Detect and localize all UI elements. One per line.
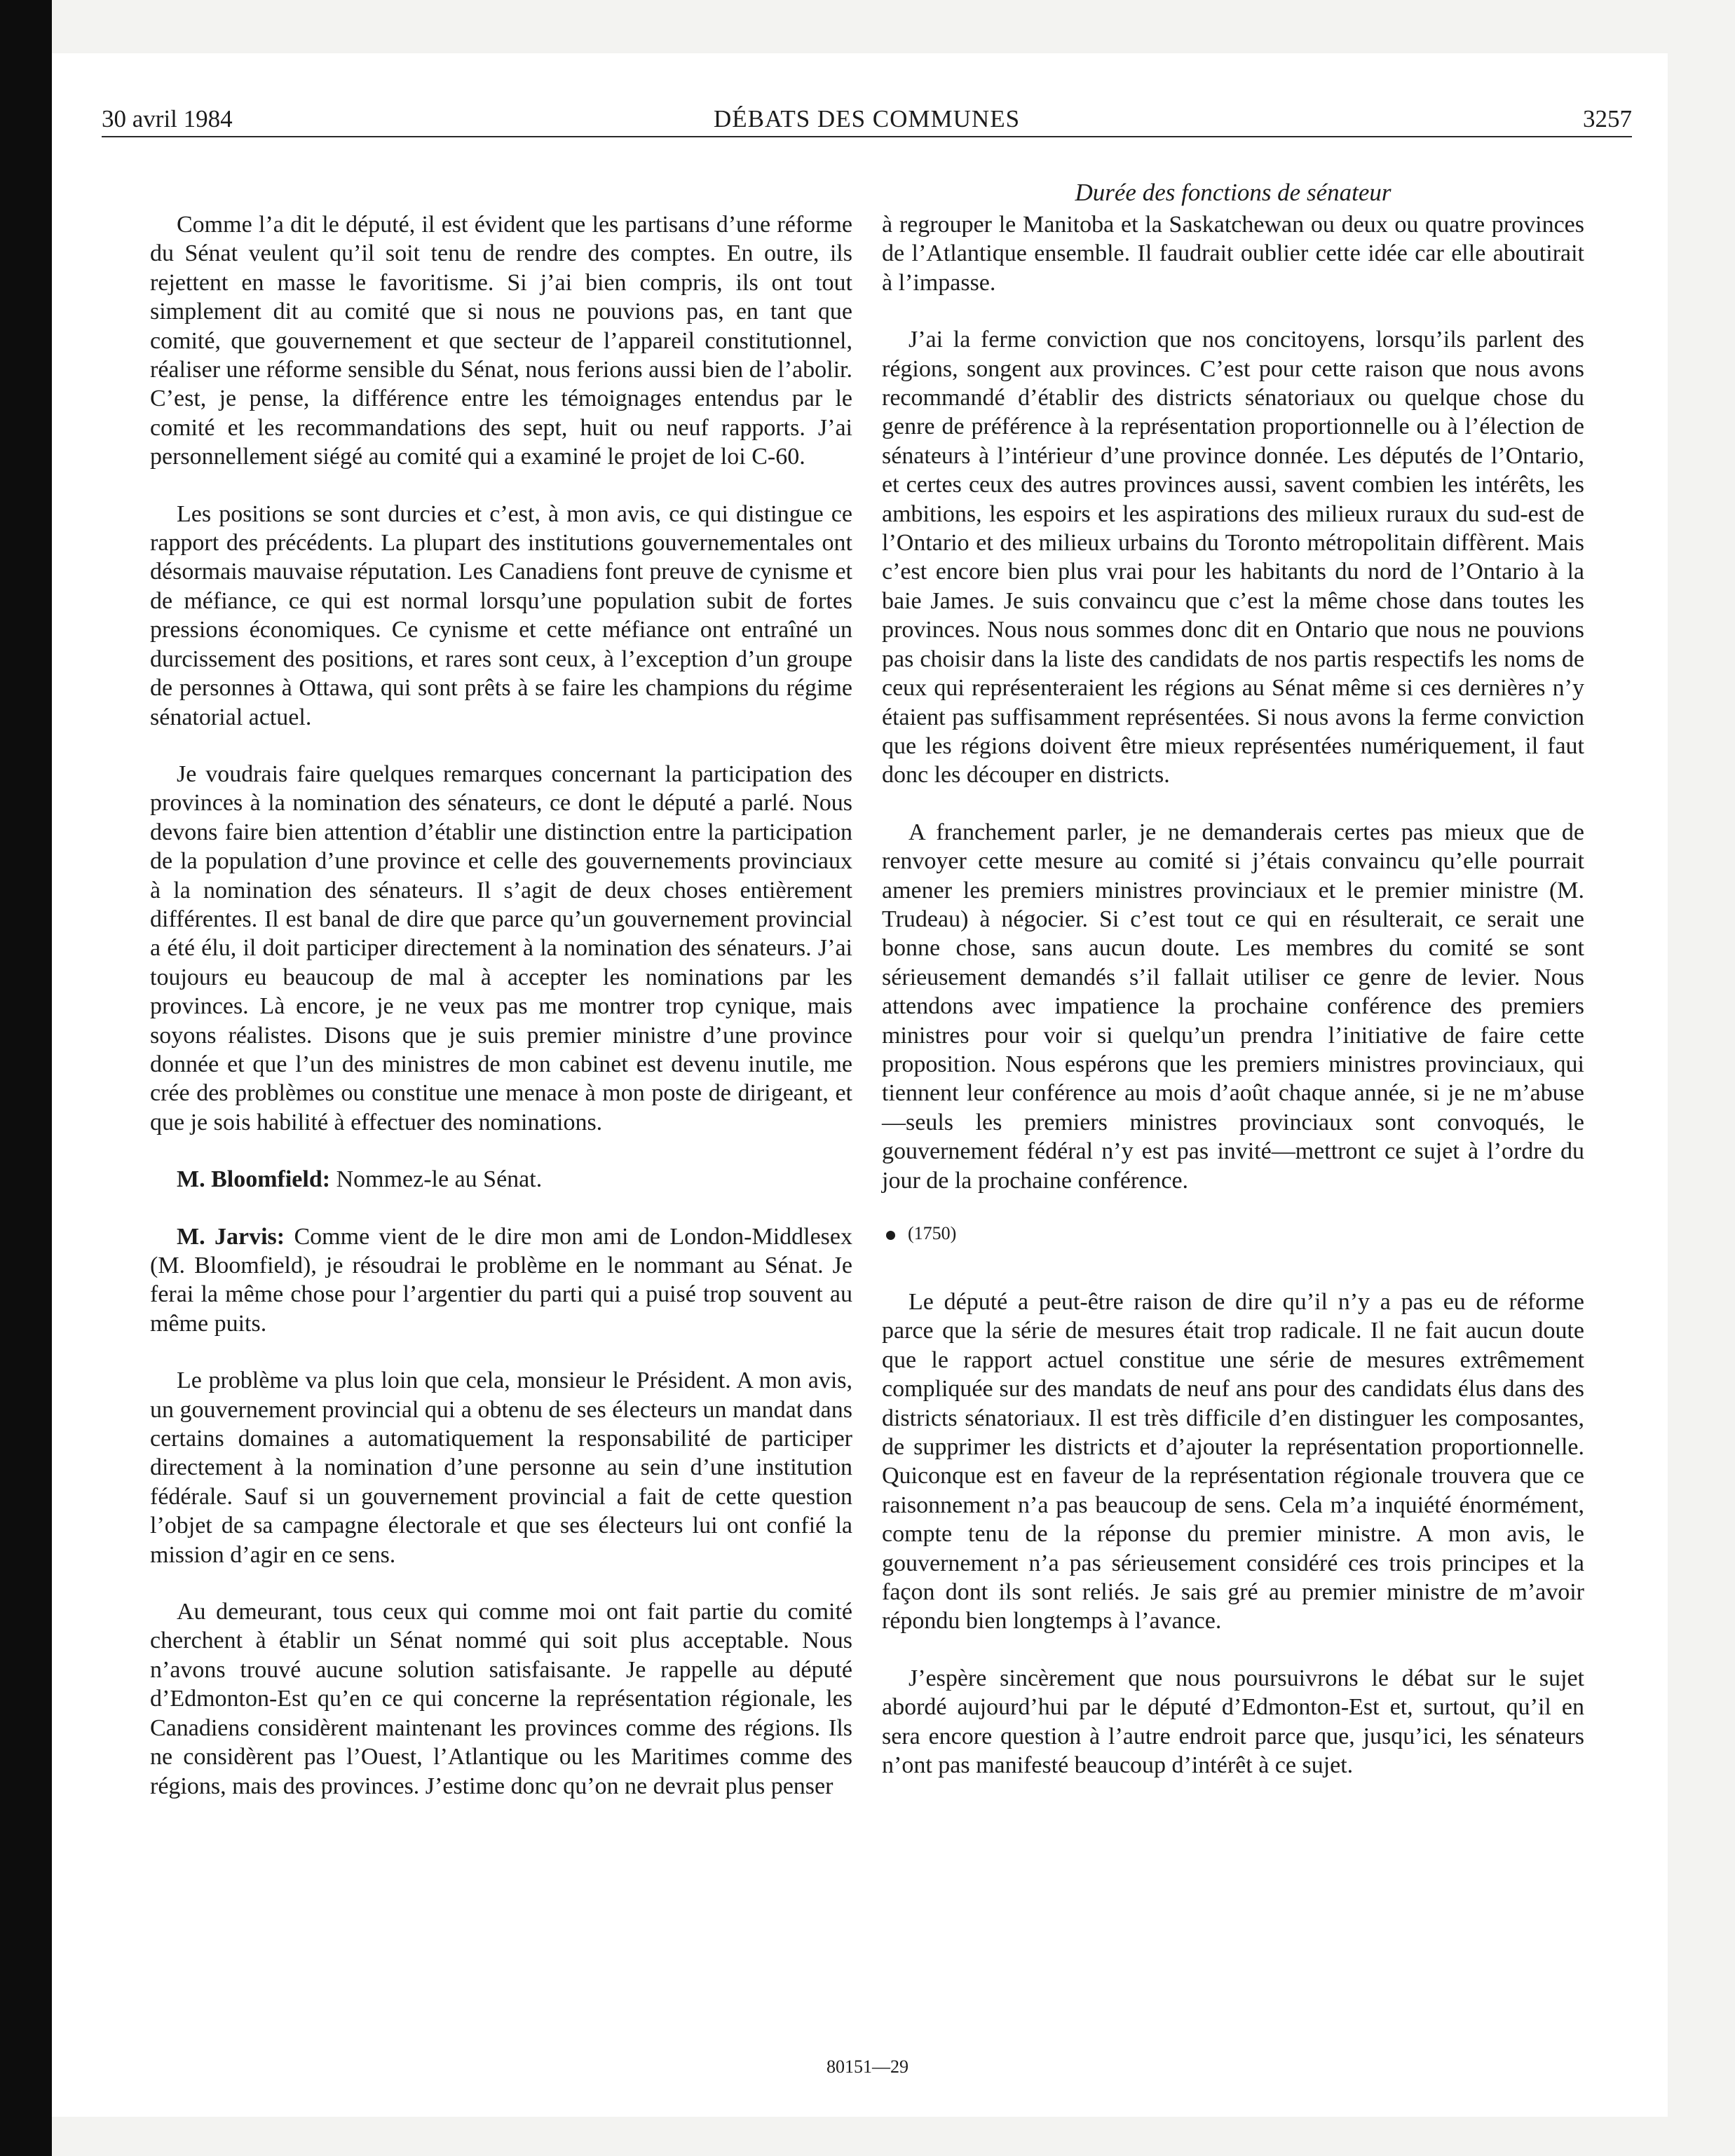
bullet-icon: [886, 1231, 895, 1240]
speech-text: Comme vient de le dire mon ami de London-Middlesex (M. Bloomfield), je résoudrai le problème en le nommant au Sénat. Je ferai la même chose pour l’argentier du parti qui a puisé trop souvent au même puits.: [150, 1223, 853, 1337]
scan-margin-bottom: [52, 2117, 1735, 2156]
time-marker-label: (1750): [908, 1223, 957, 1243]
speech-jarvis: [150, 1222, 852, 1339]
speaker-name: M. Jarvis:: [177, 1223, 285, 1250]
paragraph: A franchement parler, je ne demanderais certes pas mieux que de renvoyer cette mesure au comité si j’étais convaincu qu’elle pourrait amener les premiers ministres provinciaux et le premier ministre (M. Trudeau) à négocier. Si c’est tout ce qui en résulterait, ce serait une bonne chose, sans aucun doute. Les membres du comité se sont sérieusement demandés s’il fallait utiliser ce genre de levier. Nous attendons avec impatience la prochaine conférence des premiers ministres pour voir si quelqu’un prendra l’initiative de faire cette proposition. Nous espérons que les premiers ministres provinciaux, qui tiennent leur conférence au mois d’août chaque année, si je ne m’abuse—seuls les premiers ministres provinciaux sont convoqués, le gouvernement fédéral n’y est pas invité—mettront ce sujet à l’ordre du jour de la prochaine conférence.: [882, 819, 1584, 1194]
scan-margin-right: [1668, 0, 1735, 2156]
header-date: 30 avril 1984: [102, 105, 233, 132]
time-marker: [882, 1223, 1584, 1244]
speech-text: Nommez-le au Sénat.: [330, 1166, 543, 1193]
paragraph: Au demeurant, tous ceux qui comme moi ont fait partie du comité cherchent à établir un Sénat nommé qui soit plus acceptable. Nous n’avons trouvé aucune solution satisfaisante. Je rappelle au député d’Edmonton-Est qu’en ce qui concerne la représentation régionale, les Canadiens considèrent maintenant les provinces comme des régions. Ils ne considèrent pas l’Ouest, l’Atlantique ou les Maritimes comme des régions, mais des provinces. J’estime donc qu’on ne devrait plus penser: [150, 1599, 852, 1799]
paragraph: Le député a peut-être raison de dire qu’il n’y a pas eu de réforme parce que la série de mesures était trop radicale. Il ne fait aucun doute que le rapport actuel constitue une série de mesures extrêmement compliquée sur des mandats de neuf ans pour des candidats élus dans des districts sénatoriaux. Il est très difficile d’en distinguer les composantes, de supprimer les districts et d’ajouter la représentation proportionnelle. Quiconque est en faveur de la représentation régionale trouvera que ce raisonnement n’a pas beaucoup de sens. Cela m’a inquiété énormément, compte tenu de la réponse du premier ministre. A mon avis, le gouvernement n’a pas sérieusement considéré ces trois principes et la façon dont ils sont reliés. Je sais gré au premier ministre de m’avoir répondu bien longtemps à l’avance.: [882, 1289, 1584, 1635]
running-head: [102, 104, 1632, 135]
header-rule: [102, 136, 1632, 137]
paragraph: Je voudrais faire quelques remarques concernant la participation des provinces à la nomination des sénateurs, ce dont le député a parlé. Nous devons faire bien attention d’établir une distinction entre la participation de la population d’une province et celle des gouvernements provinciaux à la nomination des sénateurs. Il s’agit de deux choses entièrement différentes. Il est banal de dire que parce qu’un gouvernement provincial a été élu, il doit participer directement à la nomination des sénateurs. J’ai toujours eu beaucoup de mal à accepter les nominations par les provinces. Là encore, je ne veux pas me montrer trop cynique, mais soyons réalistes. Disons que je suis premier ministre d’une province donnée et que l’un des ministres de mon cabinet est devenu inutile, me crée des problèmes ou constitue une menace à mon poste de dirigeant, et que je sois habilité à effectuer des nominations.: [150, 760, 852, 1135]
section-heading: Durée des fonctions de sénateur: [1075, 179, 1392, 206]
header-title: DÉBATS DES COMMUNES: [713, 105, 1021, 132]
paragraph: J’espère sincèrement que nous poursuivrons le débat sur le sujet abordé aujourd’hui par le député d’Edmonton-Est et, surtout, qu’il en sera encore question à l’autre endroit parce que, jusqu’ici, les sénateurs n’ont pas manifesté beaucoup d’intérêt à ce sujet.: [882, 1665, 1584, 1779]
scan-edge-left: [0, 0, 52, 2156]
paragraph: Comme l’a dit le député, il est évident que les partisans d’une réforme du Sénat veulent qu’il soit tenu de rendre des comptes. En outre, ils rejettent en masse le favoritisme. Si j’ai bien compris, ils ont tout simplement dit au comité que si nous ne pouvions pas, en tant que comité, que gouvernement et que secteur de l’appareil constitutionnel, réaliser une réforme sensible du Sénat, nous ferions aussi bien de l’abolir. C’est, je pense, la différence entre les témoignages entendus par le comité et les recommandations des sept, huit ou neuf rapports. J’ai personnellement siégé au comité qui a examiné le projet de loi C-60.: [150, 212, 852, 470]
paragraph: J’ai la ferme conviction que nos concitoyens, lorsqu’ils parlent des régions, songent aux provinces. C’est pour cette raison que nous avons recommandé d’établir des districts sénatoriaux ou quelque chose du genre de préférence à la représentation proportionnelle ou à l’élection de sénateurs à l’intérieur d’une province donnée. Les députés de l’Ontario, et certes ceux des autres provinces aussi, savent combien les intérêts, les ambitions, les espoirs et les aspirations des milieux ruraux du sud-est de l’Ontario et des milieux urbains du Toronto métropolitain diffèrent. Mais c’est encore bien plus vrai pour les habitants du nord de l’Ontario à la baie James. Je suis convaincu que c’est la même chose dans toutes les provinces. Nous nous sommes donc dit en Ontario que nous ne pouvions pas choisir dans la liste des candidats de nos partis respectifs les noms de ceux qui représenteraient les régions au Sénat même si ces dernières n’y étaient pas suffisamment représentées. Si nous avons la ferme conviction que les régions doivent être mieux représentées numériquement, il faut donc les découper en districts.: [882, 327, 1584, 789]
speaker-name: M. Bloomfield:: [177, 1166, 331, 1193]
header-page-number: 3257: [1583, 105, 1632, 132]
scan-margin-top: [52, 0, 1735, 53]
paragraph: Le problème va plus loin que cela, monsieur le Président. A mon avis, un gouvernement provincial qui a obtenu de ses électeurs un mandat dans certains domaines a automatiquement la responsabilité de participer directement à la nomination d’une personne au sein d’une institution fédérale. Sauf si un gouvernement provincial a fait de cette question l’objet de sa campagne électorale et que ses électeurs lui ont confié la mission d’agir en ce sens.: [150, 1367, 852, 1568]
speech-bloomfield: [150, 1165, 852, 1194]
right-column: [882, 210, 1584, 1808]
footer-code: 80151—29: [826, 2056, 909, 2077]
paragraph: Les positions se sont durcies et c’est, à mon avis, ce qui distingue ce rapport des précédents. La plupart des institutions gouvernementales ont désormais mauvaise réputation. Les Canadiens font preuve de cynisme et de méfiance, ce qui est normal lorsqu’une population subit de fortes pressions économiques. Ce cynisme et cette méfiance ont entraîné un durcissement des positions, et rares sont ceux, à l’exception d’un groupe de personnes à Ottawa, qui sont prêts à se faire les champions du régime sénatorial actuel.: [150, 500, 852, 730]
paragraph-continued: à regrouper le Manitoba et la Saskatchewan ou deux ou quatre provinces de l’Atlantique ensemble. Il faudrait oublier cette idée car elle aboutirait à l’impasse.: [882, 212, 1584, 296]
left-column: [150, 210, 852, 1829]
